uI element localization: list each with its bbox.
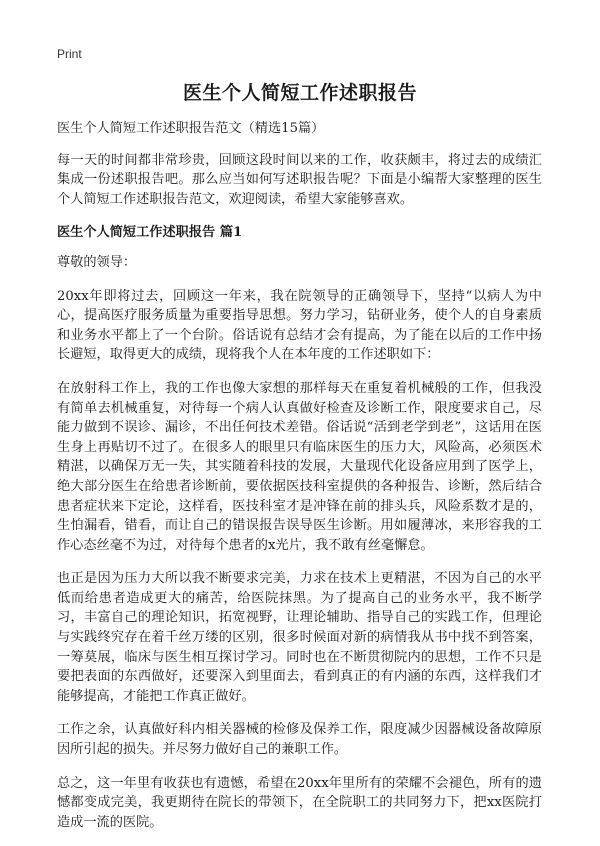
print-link[interactable]: Print [57, 47, 82, 61]
intro-paragraph: 每一天的时间都非常珍贵，回顾这段时间以来的工作，收获颇丰，将过去的成绩汇集成一份述职报告吧。那么应当如何写述职报告呢？下面是小编帮大家整理的医生个人简短工作述职报告范文，欢迎阅读，希望大家能够喜欢。 [57, 152, 542, 207]
section-heading: 医生个人简短工作述职报告 篇1 [57, 225, 243, 241]
body-paragraph: 也正是因为压力大所以我不断要求完美，力求在技术上更精湛，不因为自己的水平低而给患者造成更大的痛苦，给医院抹黑。为了提高自己的业务水平，我不断学习，丰富自己的理论知识，拓宽视野，让理论辅助、指导自己的实践工作，但理论与实践终究存在着千丝万缕的区别，很多时候面对新的病情我从书中找不到答案，一筹莫展，临床与医生相互探讨学习。同时也在不断贯彻院内的思想，工作不只是要把表面的东西做好，还要深入到里面去，看到真正的有内涵的东西，这样我们才能够提高，才能把工作真正做好。 [57, 571, 542, 704]
body-paragraph: 20xx年即将过去，回顾这一年来，我在院领导的正确领导下，坚持“以病人为中心，提高医疗服务质量为重要指导思想。努力学习，钻研业务，使个人的自身素质和业务水平都上了一个台阶。俗话说有总结才会有提高，为了能在以后的工作中扬长避短，取得更大的成绩，现将我个人在本年度的工作述职如下： [57, 288, 542, 363]
greeting: 尊敬的领导： [57, 254, 137, 270]
body-paragraph: 工作之余，认真做好科内相关器械的检修及保养工作，限度减少因器械设备故障原因所引起的损失。并尽努力做好自己的兼职工作。 [57, 722, 542, 758]
document-subtitle: 医生个人简短工作述职报告范文（精选15篇） [57, 121, 325, 136]
document-body [57, 119, 542, 846]
document-title: 医生个人简短工作述职报告 [182, 82, 417, 104]
body-paragraph: 总之，这一年里有收获也有遗憾，希望在20xx年里所有的荣耀不会褪色，所有的遗憾都变成完美，我更期待在院长的带领下，在全院职工的共同努力下，把xx医院打造成一流的医院。 [57, 775, 542, 830]
body-paragraph: 在放射科工作上，我的工作也像大家想的那样每天在重复着机械般的工作，但我没有简单去机械重复，对待每一个病人认真做好检查及诊断工作，限度要求自己，尽能力做到不误诊、漏诊，不出任何技术差错。俗话说“活到老学到老”，这话用在医生身上再贴切不过了。在很多人的眼里只有临床医生的压力大，风险高，必须医术精湛，以确保万无一失，其实随着科技的发展，大量现代化设备应用到了医学上，绝大部分医生在给患者诊断前，要依据医技科室提供的各种报告、诊断，然后结合患者症状来下定论，这样看，医技科室才是冲锋在前的排头兵，风险系数才是的，生怕漏看，错看，而让自己的错误报告误导医生诊断。用如履薄冰，来形容我的工作心态丝毫不为过，对待每个患者的x光片，我不敢有丝毫懈怠。 [57, 380, 542, 553]
